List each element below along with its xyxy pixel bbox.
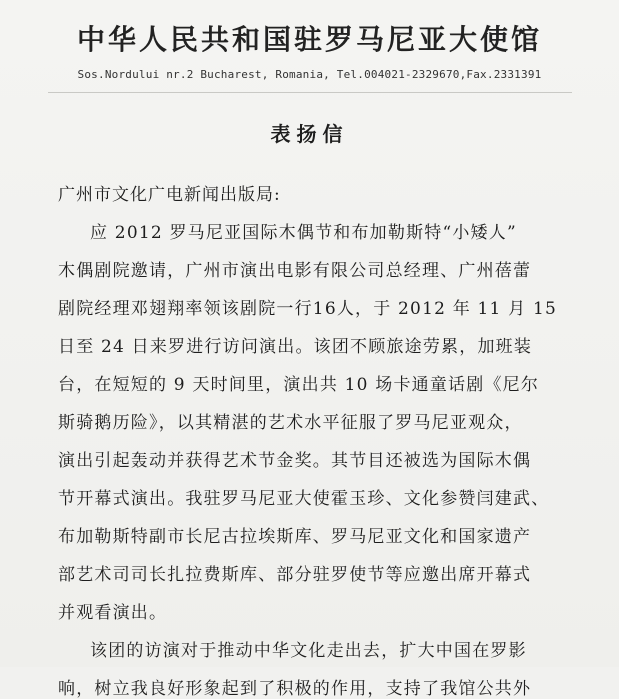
body-line: 日至 24 日来罗进行访问演出。该团不顾旅途劳累，加班装 [58,337,533,357]
body-line: 布加勒斯特副市长尼古拉埃斯库、罗马尼亚文化和国家遗产 [58,527,532,547]
letter-salutation: 广州市文化广电新闻出版局: [58,185,281,205]
body-line: 斯骑鹅历险》，以其精湛的艺术水平征服了罗马尼亚观众， [58,413,523,433]
body-line: 演出引起轰动并获得艺术节金奖。其节目还被选为国际木偶 [58,451,532,471]
body-line: 该团的访演对于推动中华文化走出去，扩大中国在罗影 [90,641,527,661]
body-line: 木偶剧院邀请，广州市演出电影有限公司总经理、广州蓓蕾 [58,261,532,281]
embassy-name: 中华人民共和国驻罗马尼亚大使馆 [76,23,542,56]
body-line: 台，在短短的 9 天时间里，演出共 10 场卡通童话剧《尼尔 [58,375,540,395]
body-line: 响，树立我良好形象起到了积极的作用，支持了我馆公共外 [58,679,532,699]
header-divider [48,92,572,93]
body-line: 部艺术司司长扎拉费斯库、部分驻罗使节等应邀出席开幕式 [58,565,532,585]
body-line: 节开幕式演出。我驻罗马尼亚大使霍玉珍、文化参赞闫建武、 [58,489,550,509]
embassy-address: Sos.Nordului nr.2 Bucharest, Romania, Tel.004021-2329670,Fax.2331391 [77,68,542,81]
body-line: 并观看演出。 [58,603,168,623]
body-line: 剧院经理邓翅翔率领该剧院一行16人，于 2012 年 11 月 15 [58,299,557,319]
body-line: 应 2012 罗马尼亚国际木偶节和布加勒斯特“小矮人” [90,223,517,243]
letter-title: 表扬信 [270,122,349,146]
